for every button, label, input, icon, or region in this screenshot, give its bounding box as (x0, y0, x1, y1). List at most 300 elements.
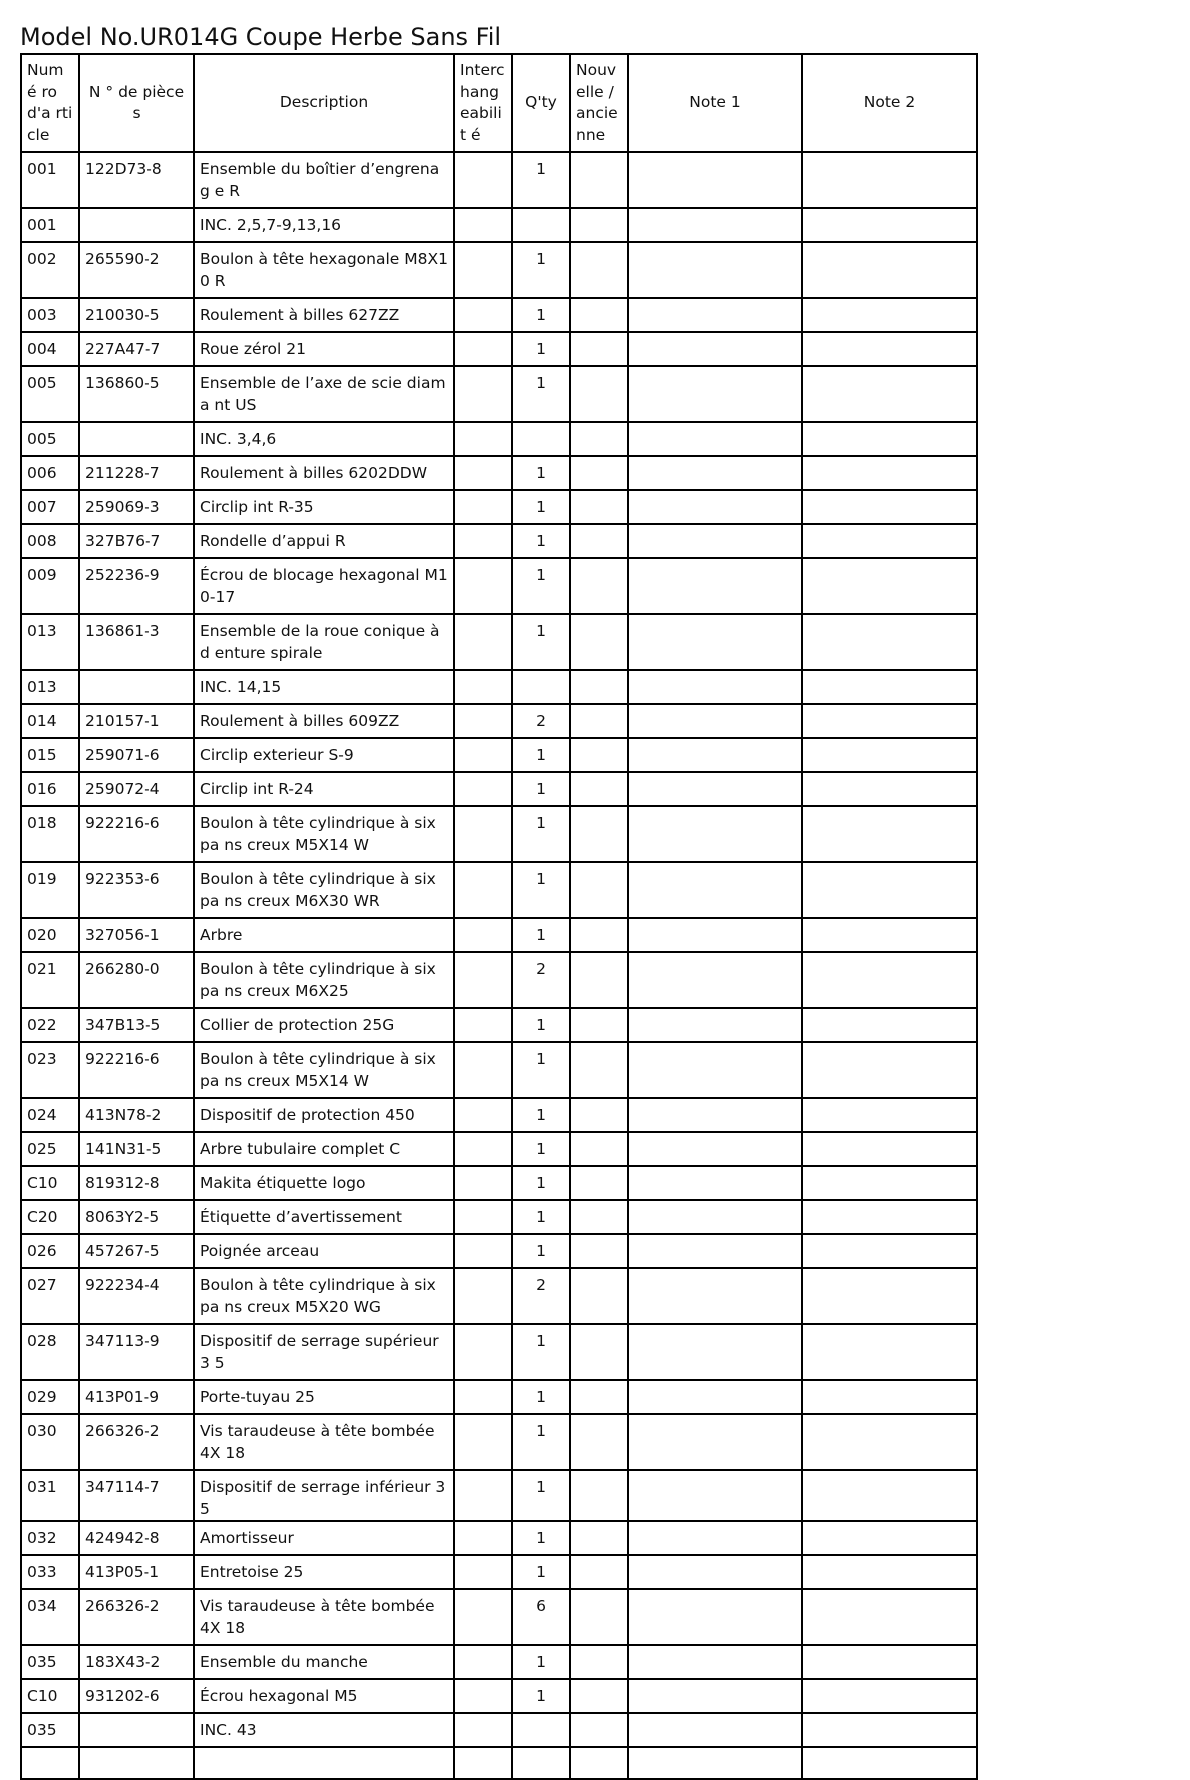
quantity-cell: 1 (512, 456, 570, 490)
table-row (21, 1234, 977, 1268)
table-row (21, 1555, 977, 1589)
interchangeability-cell (454, 422, 512, 456)
table-row (21, 1414, 977, 1470)
part-number-cell: 457267-5 (79, 1234, 194, 1268)
table-row (21, 422, 977, 456)
header-quantity: Q'ty (512, 54, 570, 152)
part-number-cell: 931202-6 (79, 1679, 194, 1713)
table-row (21, 614, 977, 670)
part-number-cell: 922216-6 (79, 806, 194, 862)
description-cell: Ensemble de la roue conique à d enture spirale (194, 614, 454, 670)
table-row (21, 1098, 977, 1132)
part-number-cell: 141N31-5 (79, 1132, 194, 1166)
description-cell: Écrou hexagonal M5 (194, 1679, 454, 1713)
description-cell: Arbre (194, 918, 454, 952)
part-number-cell: 327056-1 (79, 918, 194, 952)
quantity-cell: 1 (512, 1324, 570, 1380)
quantity-cell: 1 (512, 614, 570, 670)
interchangeability-cell (454, 456, 512, 490)
part-number-cell: 922353-6 (79, 862, 194, 918)
note-1-cell (628, 298, 802, 332)
description-cell: Boulon à tête cylindrique à six pa ns creux M5X14 W (194, 806, 454, 862)
note-1-cell (628, 1380, 802, 1414)
description-cell: INC. 43 (194, 1713, 454, 1747)
note-1-cell (628, 422, 802, 456)
description-cell: Écrou de blocage hexagonal M1 0-17 (194, 558, 454, 614)
new-old-cell (570, 738, 628, 772)
part-number-cell: 347B13-5 (79, 1008, 194, 1042)
part-number-cell: 266280-0 (79, 952, 194, 1008)
quantity-cell: 2 (512, 704, 570, 738)
note-1-cell (628, 1042, 802, 1098)
table-row (21, 332, 977, 366)
note-2-cell (802, 524, 977, 558)
interchangeability-cell (454, 524, 512, 558)
item-number-cell: 001 (21, 152, 79, 208)
note-1-cell (628, 918, 802, 952)
interchangeability-cell (454, 208, 512, 242)
new-old-cell (570, 208, 628, 242)
description-cell: Vis taraudeuse à tête bombée 4X 18 (194, 1414, 454, 1470)
part-number-cell: 259069-3 (79, 490, 194, 524)
description-cell: Ensemble du boîtier d’engrenag e R (194, 152, 454, 208)
item-number-cell: 035 (21, 1645, 79, 1679)
item-number-cell: 015 (21, 738, 79, 772)
table-row (21, 152, 977, 208)
new-old-cell (570, 670, 628, 704)
item-number-cell: 004 (21, 332, 79, 366)
header-new-old: Nouv elle / ancie nne (570, 54, 628, 152)
item-number-cell: 025 (21, 1132, 79, 1166)
description-cell: Roue zérol 21 (194, 332, 454, 366)
empty-cell (512, 1747, 570, 1779)
quantity-cell: 1 (512, 1555, 570, 1589)
quantity-cell: 1 (512, 1200, 570, 1234)
note-1-cell (628, 670, 802, 704)
quantity-cell: 1 (512, 1166, 570, 1200)
note-2-cell (802, 1470, 977, 1521)
item-number-cell: 033 (21, 1555, 79, 1589)
note-2-cell (802, 298, 977, 332)
quantity-cell: 1 (512, 862, 570, 918)
description-cell: Ensemble du manche (194, 1645, 454, 1679)
header-row (21, 54, 977, 152)
item-number-cell: C10 (21, 1679, 79, 1713)
quantity-cell: 1 (512, 1234, 570, 1268)
part-number-cell: 210157-1 (79, 704, 194, 738)
new-old-cell (570, 862, 628, 918)
quantity-cell: 1 (512, 558, 570, 614)
description-cell: Amortisseur (194, 1521, 454, 1555)
table-row (21, 1324, 977, 1380)
note-2-cell (802, 332, 977, 366)
interchangeability-cell (454, 1200, 512, 1234)
note-2-cell (802, 670, 977, 704)
interchangeability-cell (454, 614, 512, 670)
quantity-cell: 1 (512, 1008, 570, 1042)
note-2-cell (802, 1042, 977, 1098)
table-row (21, 1679, 977, 1713)
new-old-cell (570, 298, 628, 332)
item-number-cell: 007 (21, 490, 79, 524)
note-2-cell (802, 456, 977, 490)
part-number-cell (79, 422, 194, 456)
description-cell: Ensemble de l’axe de scie diama nt US (194, 366, 454, 422)
description-cell: Boulon à tête cylindrique à six pa ns creux M5X14 W (194, 1042, 454, 1098)
item-number-cell: C10 (21, 1166, 79, 1200)
description-cell: Roulement à billes 627ZZ (194, 298, 454, 332)
quantity-cell: 2 (512, 952, 570, 1008)
note-2-cell (802, 1098, 977, 1132)
table-row (21, 738, 977, 772)
part-number-cell: 210030-5 (79, 298, 194, 332)
note-2-cell (802, 1645, 977, 1679)
quantity-cell: 1 (512, 332, 570, 366)
new-old-cell (570, 1234, 628, 1268)
part-number-cell: 252236-9 (79, 558, 194, 614)
new-old-cell (570, 918, 628, 952)
note-1-cell (628, 1589, 802, 1645)
quantity-cell: 6 (512, 1589, 570, 1645)
quantity-cell: 1 (512, 1098, 570, 1132)
note-1-cell (628, 208, 802, 242)
note-2-cell (802, 614, 977, 670)
quantity-cell: 1 (512, 918, 570, 952)
new-old-cell (570, 1555, 628, 1589)
item-number-cell: 014 (21, 704, 79, 738)
interchangeability-cell (454, 1008, 512, 1042)
note-2-cell (802, 1713, 977, 1747)
table-row (21, 1645, 977, 1679)
new-old-cell (570, 1042, 628, 1098)
note-1-cell (628, 1268, 802, 1324)
note-2-cell (802, 1679, 977, 1713)
new-old-cell (570, 524, 628, 558)
header-item-number: Numé ro d'a rticle (21, 54, 79, 152)
interchangeability-cell (454, 1521, 512, 1555)
note-2-cell (802, 1324, 977, 1380)
table-row (21, 806, 977, 862)
note-2-cell (802, 152, 977, 208)
item-number-cell: 003 (21, 298, 79, 332)
header-interchangeability: Interc hang eabilit é (454, 54, 512, 152)
item-number-cell: C20 (21, 1200, 79, 1234)
table-row (21, 242, 977, 298)
part-number-cell: 327B76-7 (79, 524, 194, 558)
new-old-cell (570, 1324, 628, 1380)
note-1-cell (628, 1521, 802, 1555)
new-old-cell (570, 1132, 628, 1166)
item-number-cell: 026 (21, 1234, 79, 1268)
empty-cell (79, 1747, 194, 1779)
note-1-cell (628, 490, 802, 524)
part-number-cell: 183X43-2 (79, 1645, 194, 1679)
description-cell: Étiquette d’avertissement (194, 1200, 454, 1234)
note-2-cell (802, 862, 977, 918)
quantity-cell: 1 (512, 772, 570, 806)
note-2-cell (802, 772, 977, 806)
table-row (21, 918, 977, 952)
new-old-cell (570, 1166, 628, 1200)
description-cell: Entretoise 25 (194, 1555, 454, 1589)
note-1-cell (628, 1324, 802, 1380)
note-2-cell (802, 1380, 977, 1414)
part-number-cell: 136861-3 (79, 614, 194, 670)
new-old-cell (570, 614, 628, 670)
empty-cell (21, 1747, 79, 1779)
part-number-cell (79, 670, 194, 704)
description-cell: Vis taraudeuse à tête bombée 4X 18 (194, 1589, 454, 1645)
note-2-cell (802, 208, 977, 242)
note-2-cell (802, 806, 977, 862)
note-2-cell (802, 422, 977, 456)
item-number-cell: 001 (21, 208, 79, 242)
interchangeability-cell (454, 862, 512, 918)
interchangeability-cell (454, 806, 512, 862)
item-number-cell: 035 (21, 1713, 79, 1747)
description-cell: Arbre tubulaire complet C (194, 1132, 454, 1166)
interchangeability-cell (454, 1414, 512, 1470)
note-2-cell (802, 1200, 977, 1234)
note-2-cell (802, 1166, 977, 1200)
item-number-cell: 008 (21, 524, 79, 558)
description-cell: Circlip int R-24 (194, 772, 454, 806)
new-old-cell (570, 332, 628, 366)
quantity-cell: 1 (512, 366, 570, 422)
part-number-cell: 259071-6 (79, 738, 194, 772)
table-row (21, 772, 977, 806)
item-number-cell: 030 (21, 1414, 79, 1470)
note-1-cell (628, 366, 802, 422)
description-cell: Boulon à tête cylindrique à six pa ns creux M6X25 (194, 952, 454, 1008)
quantity-cell (512, 1713, 570, 1747)
quantity-cell: 1 (512, 1470, 570, 1521)
new-old-cell (570, 366, 628, 422)
note-1-cell (628, 152, 802, 208)
part-number-cell: 259072-4 (79, 772, 194, 806)
description-cell: Collier de protection 25G (194, 1008, 454, 1042)
part-number-cell: 122D73-8 (79, 152, 194, 208)
interchangeability-cell (454, 1166, 512, 1200)
part-number-cell: 8063Y2-5 (79, 1200, 194, 1234)
interchangeability-cell (454, 1555, 512, 1589)
note-1-cell (628, 1200, 802, 1234)
part-number-cell: 922234-4 (79, 1268, 194, 1324)
quantity-cell: 1 (512, 738, 570, 772)
note-1-cell (628, 1008, 802, 1042)
part-number-cell: 413P05-1 (79, 1555, 194, 1589)
note-2-cell (802, 242, 977, 298)
new-old-cell (570, 152, 628, 208)
item-number-cell: 019 (21, 862, 79, 918)
empty-cell (570, 1747, 628, 1779)
table-row (21, 298, 977, 332)
note-1-cell (628, 738, 802, 772)
item-number-cell: 032 (21, 1521, 79, 1555)
description-cell: INC. 3,4,6 (194, 422, 454, 456)
note-2-cell (802, 1555, 977, 1589)
new-old-cell (570, 1521, 628, 1555)
item-number-cell: 005 (21, 366, 79, 422)
note-2-cell (802, 738, 977, 772)
table-row (21, 1166, 977, 1200)
header-description: Description (194, 54, 454, 152)
note-1-cell (628, 524, 802, 558)
note-2-cell (802, 1521, 977, 1555)
description-cell: INC. 14,15 (194, 670, 454, 704)
note-2-cell (802, 558, 977, 614)
new-old-cell (570, 1414, 628, 1470)
item-number-cell: 005 (21, 422, 79, 456)
part-number-cell (79, 1713, 194, 1747)
interchangeability-cell (454, 1234, 512, 1268)
note-1-cell (628, 1713, 802, 1747)
note-2-cell (802, 366, 977, 422)
note-2-cell (802, 952, 977, 1008)
interchangeability-cell (454, 1679, 512, 1713)
description-cell: Roulement à billes 6202DDW (194, 456, 454, 490)
table-row (21, 366, 977, 422)
item-number-cell: 016 (21, 772, 79, 806)
interchangeability-cell (454, 918, 512, 952)
quantity-cell: 1 (512, 1679, 570, 1713)
part-number-cell: 211228-7 (79, 456, 194, 490)
part-number-cell: 922216-6 (79, 1042, 194, 1098)
empty-cell (802, 1747, 977, 1779)
note-1-cell (628, 614, 802, 670)
part-number-cell: 347114-7 (79, 1470, 194, 1521)
interchangeability-cell (454, 670, 512, 704)
quantity-cell: 1 (512, 1132, 570, 1166)
item-number-cell: 009 (21, 558, 79, 614)
table-row (21, 456, 977, 490)
note-1-cell (628, 704, 802, 738)
interchangeability-cell (454, 242, 512, 298)
part-number-cell: 266326-2 (79, 1589, 194, 1645)
description-cell: Boulon à tête cylindrique à six pa ns creux M6X30 WR (194, 862, 454, 918)
item-number-cell: 013 (21, 614, 79, 670)
new-old-cell (570, 242, 628, 298)
part-number-cell: 227A47-7 (79, 332, 194, 366)
item-number-cell: 002 (21, 242, 79, 298)
item-number-cell: 024 (21, 1098, 79, 1132)
part-number-cell: 413P01-9 (79, 1380, 194, 1414)
table-row (21, 524, 977, 558)
table-row (21, 952, 977, 1008)
note-1-cell (628, 952, 802, 1008)
note-1-cell (628, 1470, 802, 1521)
interchangeability-cell (454, 1042, 512, 1098)
note-2-cell (802, 1414, 977, 1470)
note-1-cell (628, 1166, 802, 1200)
note-2-cell (802, 490, 977, 524)
description-cell: Porte-tuyau 25 (194, 1380, 454, 1414)
table-row (21, 1200, 977, 1234)
description-cell: Boulon à tête cylindrique à six pa ns creux M5X20 WG (194, 1268, 454, 1324)
note-2-cell (802, 704, 977, 738)
description-cell: Rondelle d’appui R (194, 524, 454, 558)
description-cell: Dispositif de protection 450 (194, 1098, 454, 1132)
note-1-cell (628, 456, 802, 490)
empty-cell (454, 1747, 512, 1779)
quantity-cell: 1 (512, 1042, 570, 1098)
new-old-cell (570, 1200, 628, 1234)
table-row (21, 490, 977, 524)
table-row (21, 208, 977, 242)
new-old-cell (570, 558, 628, 614)
interchangeability-cell (454, 366, 512, 422)
quantity-cell: 1 (512, 1645, 570, 1679)
new-old-cell (570, 490, 628, 524)
part-number-cell: 136860-5 (79, 366, 194, 422)
interchangeability-cell (454, 738, 512, 772)
item-number-cell: 013 (21, 670, 79, 704)
description-cell: INC. 2,5,7-9,13,16 (194, 208, 454, 242)
interchangeability-cell (454, 1132, 512, 1166)
interchangeability-cell (454, 152, 512, 208)
table-row (21, 1132, 977, 1166)
description-cell: Circlip exterieur S-9 (194, 738, 454, 772)
new-old-cell (570, 952, 628, 1008)
new-old-cell (570, 1589, 628, 1645)
item-number-cell: 031 (21, 1470, 79, 1521)
quantity-cell (512, 208, 570, 242)
note-2-cell (802, 1234, 977, 1268)
note-2-cell (802, 1008, 977, 1042)
new-old-cell (570, 456, 628, 490)
item-number-cell: 029 (21, 1380, 79, 1414)
table-row (21, 1008, 977, 1042)
item-number-cell: 022 (21, 1008, 79, 1042)
interchangeability-cell (454, 298, 512, 332)
part-number-cell (79, 208, 194, 242)
interchangeability-cell (454, 558, 512, 614)
interchangeability-cell (454, 704, 512, 738)
part-number-cell: 347113-9 (79, 1324, 194, 1380)
description-cell: Dispositif de serrage inférieur 35 (194, 1470, 454, 1521)
interchangeability-cell (454, 772, 512, 806)
new-old-cell (570, 1679, 628, 1713)
item-number-cell: 006 (21, 456, 79, 490)
table-row (21, 862, 977, 918)
new-old-cell (570, 1380, 628, 1414)
interchangeability-cell (454, 490, 512, 524)
note-2-cell (802, 1589, 977, 1645)
new-old-cell (570, 1008, 628, 1042)
interchangeability-cell (454, 1268, 512, 1324)
parts-table (20, 53, 978, 1780)
quantity-cell: 1 (512, 1380, 570, 1414)
note-2-cell (802, 1268, 977, 1324)
quantity-cell (512, 422, 570, 456)
note-1-cell (628, 862, 802, 918)
note-1-cell (628, 806, 802, 862)
note-2-cell (802, 918, 977, 952)
table-row (21, 558, 977, 614)
quantity-cell: 1 (512, 242, 570, 298)
table-row (21, 1268, 977, 1324)
item-number-cell: 034 (21, 1589, 79, 1645)
description-cell: Boulon à tête hexagonale M8X10 R (194, 242, 454, 298)
quantity-cell: 1 (512, 152, 570, 208)
part-number-cell: 424942-8 (79, 1521, 194, 1555)
new-old-cell (570, 772, 628, 806)
part-number-cell: 819312-8 (79, 1166, 194, 1200)
new-old-cell (570, 806, 628, 862)
quantity-cell: 1 (512, 298, 570, 332)
interchangeability-cell (454, 1098, 512, 1132)
interchangeability-cell (454, 332, 512, 366)
